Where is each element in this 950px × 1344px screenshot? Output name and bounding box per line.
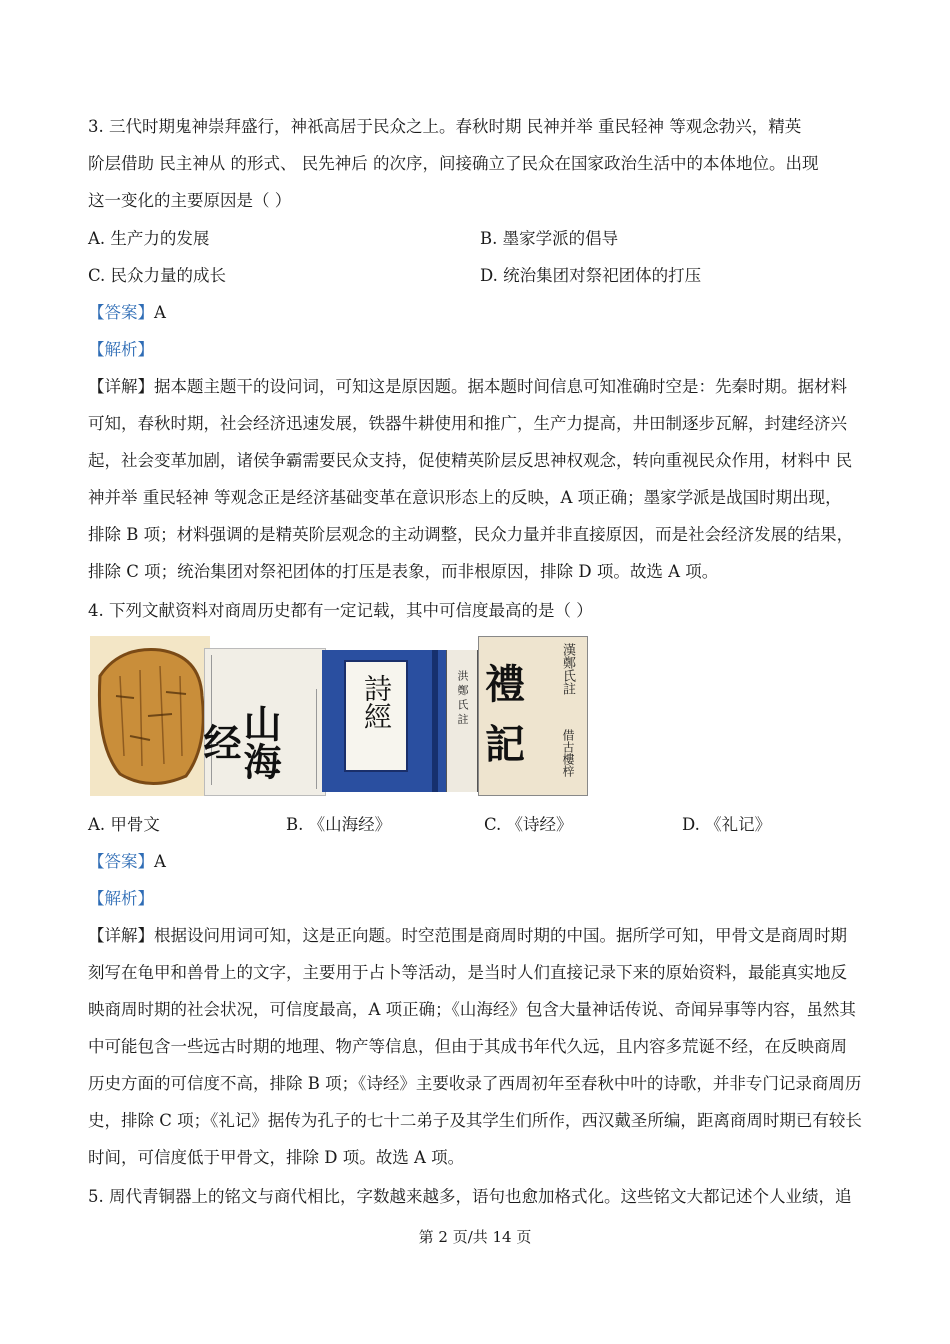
answer-tag: 【答案】: [88, 303, 154, 322]
text-strip-image: [446, 650, 478, 792]
q4-image-strip: [90, 636, 586, 796]
q3-detail-line-1: [88, 376, 847, 398]
q3-detail-line-6: 排除 C 项；统治集团对祭祀团体的打压是表象，而非根原因，排除 D 项。故选 A 项。: [88, 562, 719, 581]
q4-stem: 4. 下列文献资料对商周历史都有一定记载，其中可信度最高的是（ ）: [88, 601, 593, 620]
liji-image: [478, 636, 588, 796]
answer-value: A: [154, 303, 166, 322]
answer-value: A: [154, 852, 166, 871]
q3-detail-line-2: 可知，春秋时期，社会经济迅速发展，铁器牛耕使用和推广，生产力提高，井田制逐步瓦解，封建经济兴: [88, 414, 847, 433]
q4-option-d: D. 《礼记》: [682, 815, 772, 834]
text-strip-label: 洪 鄭 氏 註: [456, 670, 469, 725]
liji-bottom-text: 借古樓梓: [561, 729, 575, 777]
q4-option-c: C. 《诗经》: [484, 815, 573, 834]
shijing-title: 詩經: [360, 674, 393, 730]
q3-analysis-tag: 【解析】: [88, 340, 154, 359]
q3-detail-line-3: 起，社会变革加剧，诸侯争霸需要民众支持，促使精英阶层反思神权观念，转向重视民众作用，材料中 民: [88, 451, 853, 470]
q3-option-d: D. 统治集团对祭祀团体的打压: [480, 266, 702, 285]
q3-option-c: C. 民众力量的成长: [88, 266, 227, 285]
shanhaijing-image: [197, 648, 326, 796]
q3-answer: [88, 302, 166, 324]
q4-detail-line-2: 刻写在龟甲和兽骨上的文字，主要用于占卜等活动，是当时人们直接记录下来的原始资料，最能真实地反: [88, 963, 847, 982]
q4-detail-line-4: 中可能包含一些远古时期的地理、物产等信息，但由于其成书年代久远，且内容多荒诞不经，在反映商周: [88, 1037, 847, 1056]
q4-answer: [88, 851, 166, 873]
answer-tag: 【答案】: [88, 852, 154, 871]
oracle-bone-image: [90, 636, 210, 796]
q3-detail-line-5: 排除 B 项；材料强调的是精英阶层观念的主动调整，民众力量并非直接原因，而是社会经济发展的结果，: [88, 525, 854, 544]
q3-stem-line-2: 阶层借助 民主神从 的形式、 民先神后 的次序，间接确立了民众在国家政治生活中的本体地位。出现: [88, 154, 819, 173]
q4-detail-line-1: [88, 925, 847, 947]
q4-option-a: A. 甲骨文: [88, 815, 160, 834]
q5-stem-line-1: 5. 周代青铜器上的铭文与商代相比，字数越来越多，语句也愈加格式化。这些铭文大都记述个人业绩，追: [88, 1187, 852, 1206]
q4-detail-line-5: 历史方面的可信度不高，排除 B 项；《诗经》主要收录了西周初年至春秋中叶的诗歌，并非专门记录商周历: [88, 1074, 862, 1093]
detail-text: 根据设问用词可知，这是正向题。时空范围是商周时期的中国。据所学可知，甲骨文是商周时期: [154, 926, 847, 945]
q4-option-b: B. 《山海经》: [286, 815, 392, 834]
q4-detail-line-3: 映商周时期的社会状况，可信度最高，A 项正确；《山海经》包含大量神话传说、奇闻异事等内容，虽然其: [88, 1000, 856, 1019]
q3-option-b: B. 墨家学派的倡导: [480, 229, 619, 248]
q4-detail-line-6: 史，排除 C 项；《礼记》据传为孔子的七十二弟子及其学生们所作，西汉戴圣所编，距离商周时期已有较长: [88, 1111, 862, 1130]
detail-tag: 【详解】: [88, 377, 154, 396]
liji-side-text: 漢鄭氏註: [560, 643, 575, 695]
q3-stem-line-3: 这一变化的主要原因是（ ）: [88, 191, 292, 210]
liji-char-1: 禮: [485, 661, 525, 708]
shanhaijing-title: 山海经: [197, 704, 282, 780]
liji-char-2: 記: [485, 721, 525, 768]
q4-detail-line-7: 时间，可信度低于甲骨文，排除 D 项。故选 A 项。: [88, 1148, 465, 1167]
detail-text: 据本题主题干的设问词，可知这是原因题。据本题时间信息可知准确时空是：先秦时期。据材料: [154, 377, 847, 396]
detail-tag: 【详解】: [88, 926, 154, 945]
page-footer: 第 2 页/共 14 页: [418, 1228, 532, 1246]
q4-analysis-tag: 【解析】: [88, 889, 154, 908]
shijing-image: [322, 650, 446, 792]
q3-detail-line-4: 神并举 重民轻神 等观念正是经济基础变革在意识形态上的反映，A 项正确；墨家学派是战国时期出现，: [88, 488, 842, 507]
q3-option-a: A. 生产力的发展: [88, 229, 210, 248]
q3-stem-line-1: 3. 三代时期鬼神崇拜盛行，神祇高居于民众之上。春秋时期 民神并举 重民轻神 等观念勃兴，精英: [88, 117, 802, 136]
